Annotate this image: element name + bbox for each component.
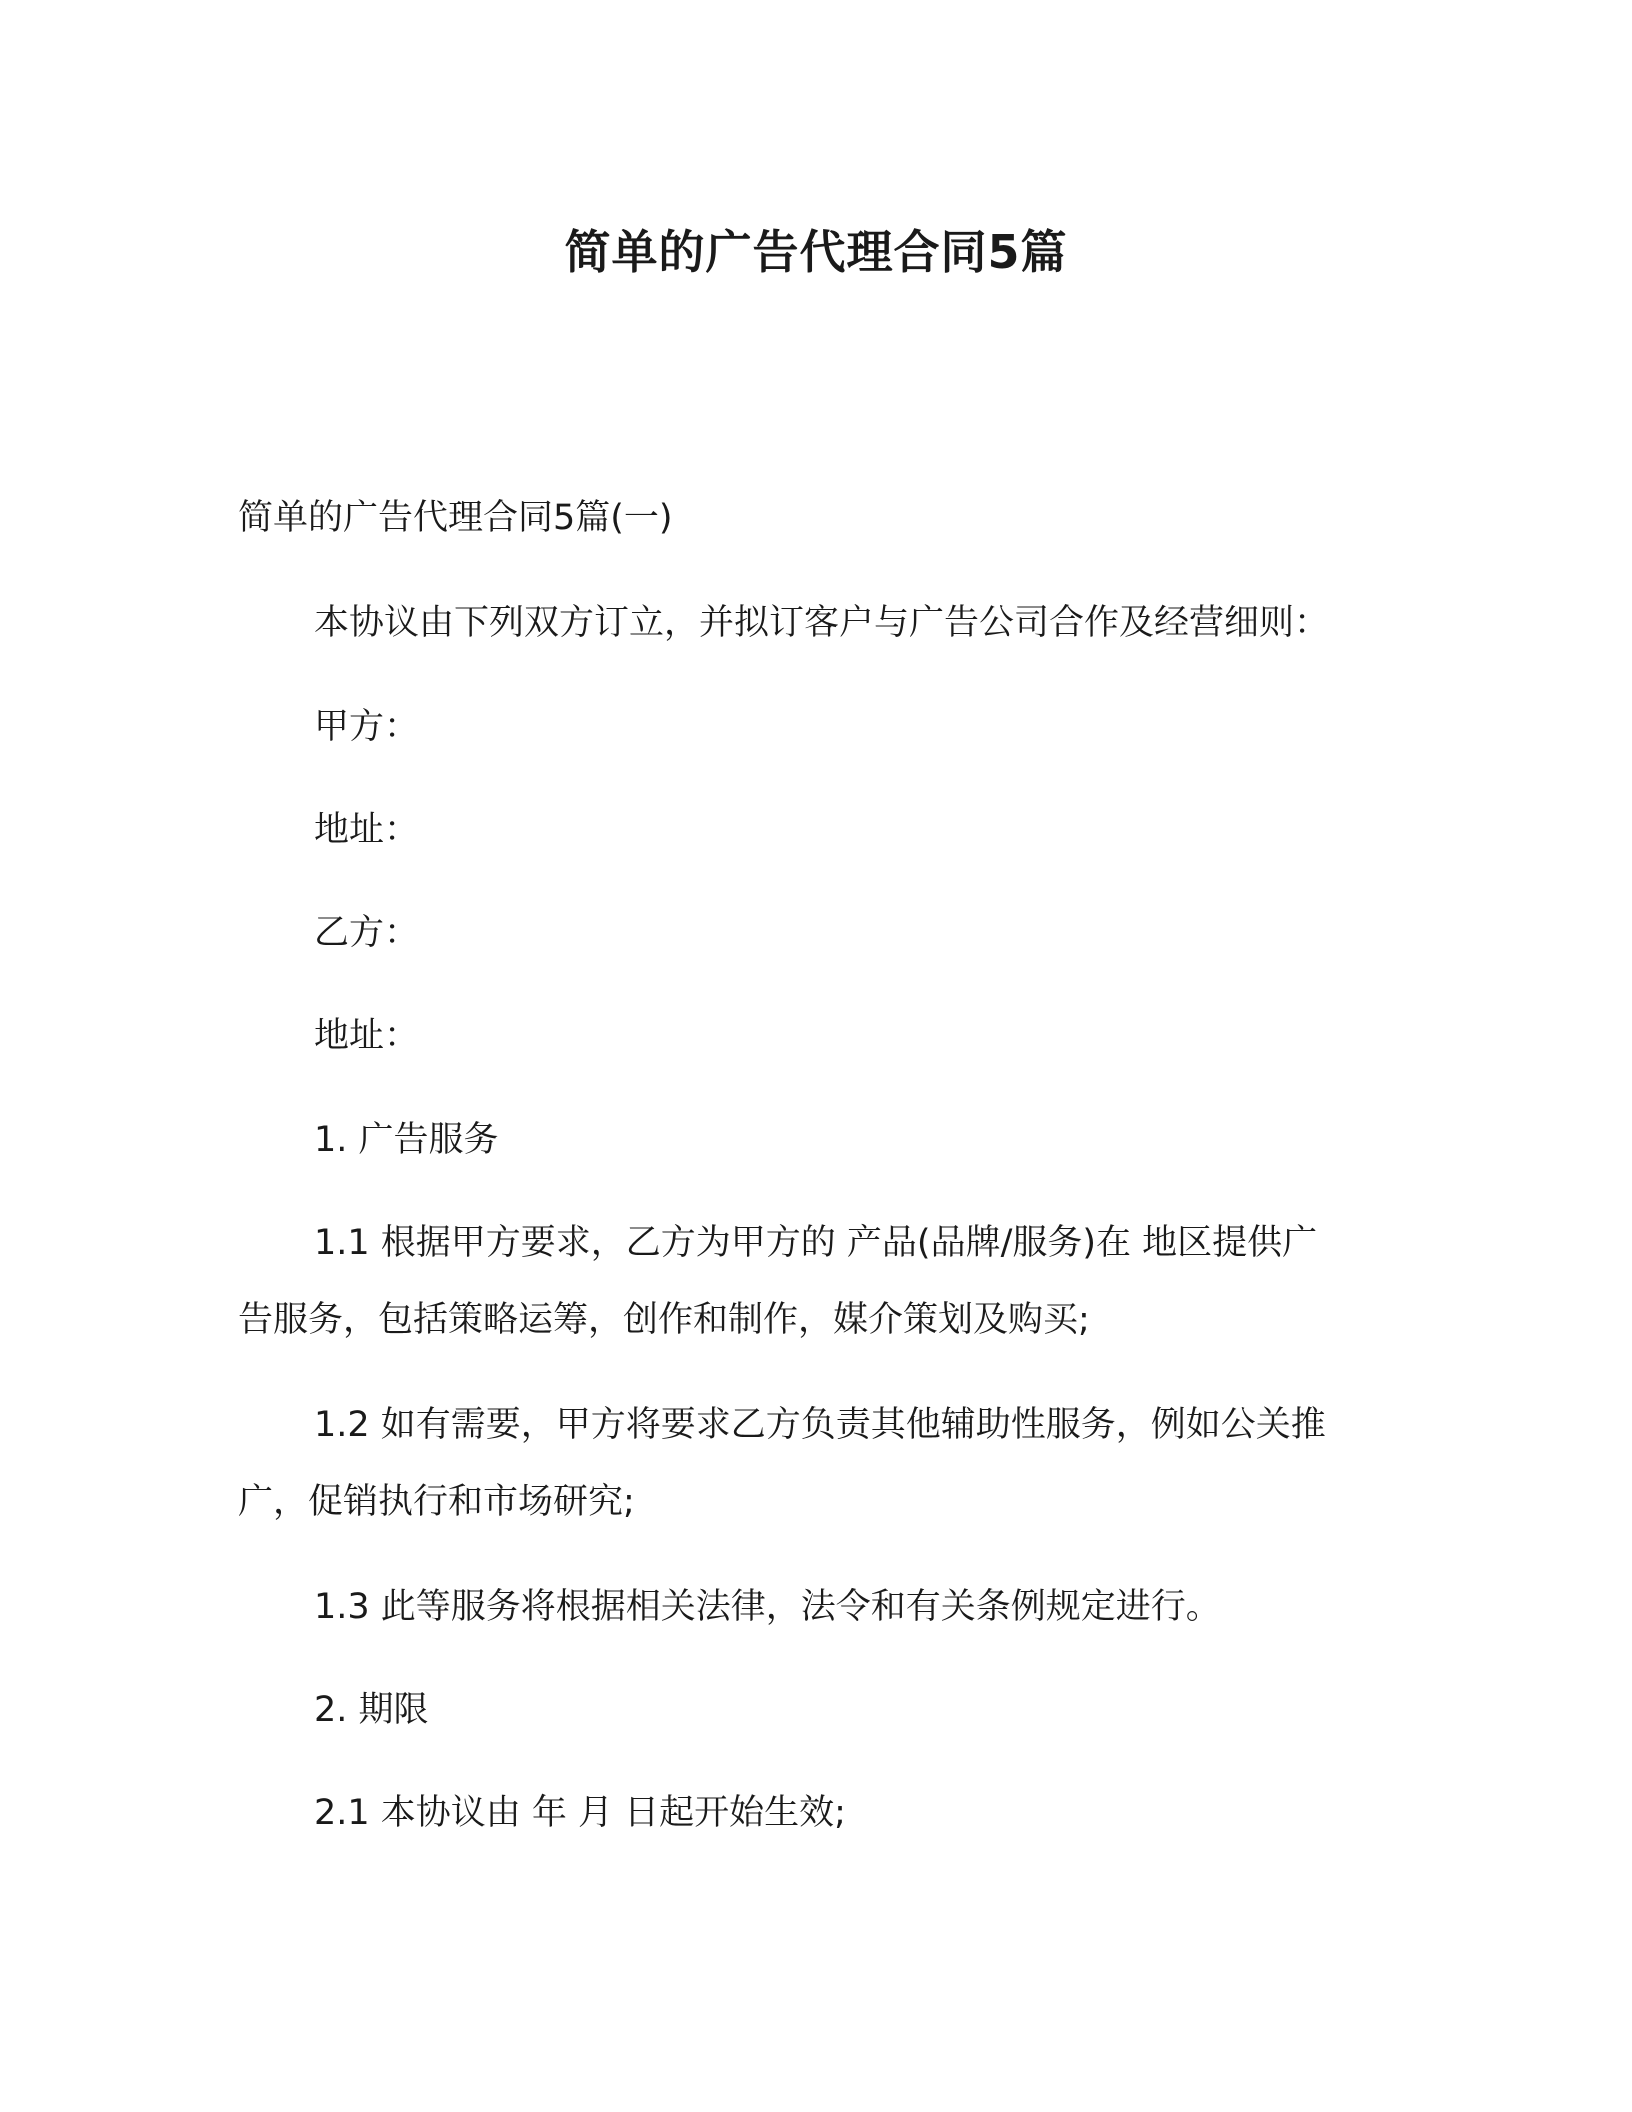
intro-paragraph: 本协议由下列双方订立，并拟订客户与广告公司合作及经营细则： — [314, 603, 1330, 643]
party-b-label: 乙方： — [314, 913, 420, 953]
clause-1-1-line-1: 1.1 根据甲方要求，乙方为甲方的 产品(品牌/服务)在 地区提供广 — [314, 1223, 1318, 1263]
clause-1-heading: 1. 广告服务 — [314, 1120, 499, 1160]
clause-1-1-line-2: 告服务，包括策略运筹，创作和制作，媒介策划及购买; — [238, 1300, 1090, 1340]
clause-1-3: 1.3 此等服务将根据相关法律，法令和有关条例规定进行。 — [314, 1587, 1221, 1627]
page-title: 简单的广告代理合同5篇 — [564, 225, 1068, 279]
clause-2-1: 2.1 本协议由 年 月 日起开始生效; — [314, 1793, 846, 1833]
clause-1-2-line-1: 1.2 如有需要，甲方将要求乙方负责其他辅助性服务，例如公关推 — [314, 1405, 1326, 1445]
section-heading: 简单的广告代理合同5篇(一) — [238, 498, 673, 538]
clause-1-2-line-2: 广，促销执行和市场研究; — [238, 1482, 635, 1522]
clause-2-heading: 2. 期限 — [314, 1690, 429, 1730]
party-a-label: 甲方： — [314, 707, 420, 747]
party-b-address-label: 地址： — [314, 1016, 420, 1056]
party-a-address-label: 地址： — [314, 810, 420, 850]
